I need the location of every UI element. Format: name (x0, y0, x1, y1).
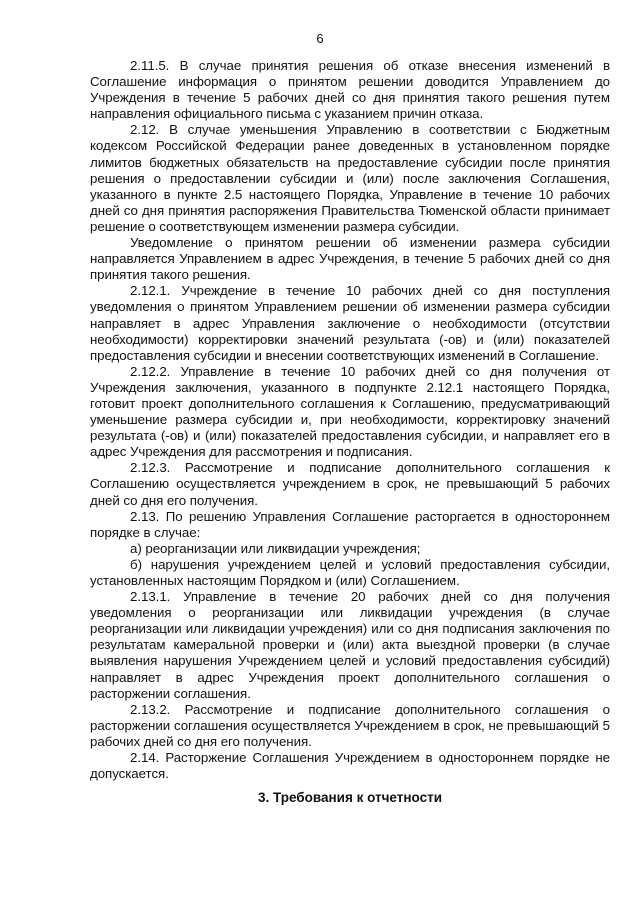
paragraph-2-13: 2.13. По решению Управления Соглашение расторгается в одностороннем порядке в случае: (90, 508, 610, 540)
document-body (90, 58, 610, 806)
section-heading: 3. Требования к отчетности (257, 790, 443, 806)
paragraph-2-12-1: 2.12.1. Учреждение в течение 10 рабочих дней со дня поступления уведомления о принятом Управлением решении об изменении размера субсидии направляет в адрес Управления заключение о необходимости (отсутствии необходимости) корректировки значений результата (-ов) и (или) показателей предоставления субсидии и внесении соответствующих изменений в Соглашение. (90, 283, 610, 363)
list-item-b: б) нарушения учреждением целей и условий предоставления субсидии, установленных настоящим Порядком и (или) Соглашением. (90, 556, 610, 588)
page-number: 6 (316, 31, 324, 46)
paragraph-2-13-1: 2.13.1. Управление в течение 20 рабочих дней со дня получения уведомления о реорганизации или ликвидации учреждения (в случае реорганизации или ликвидации учреждения) или со дня подписания заключения по результатам камеральной проверки и (или) акта выездной проверки (в случае выявления нарушения Учреждением целей и условий предоставления субсидий) направляет в адрес Учреждения проект дополнительного соглашения о расторжении соглашения. (90, 589, 610, 701)
paragraph-notification: Уведомление о принятом решении об изменении размера субсидии направляется Управлением в адрес Учреждения, в течение 5 рабочих дней со дня принятия такого решения. (90, 235, 610, 283)
paragraph-2-11-5: 2.11.5. В случае принятия решения об отказе внесения изменений в Соглашение информация о принятом решении доводится Управлением до Учреждения в течение 5 рабочих дней со дня принятия такого решения путем направления официального письма с указанием причин отказа. (90, 58, 610, 122)
list-item-a: а) реорганизации или ликвидации учреждения; (130, 540, 421, 556)
paragraph-2-12-2: 2.12.2. Управление в течение 10 рабочих дней со дня получения от Учреждения заключения, указанного в подпункте 2.12.1 настоящего Порядка, готовит проект дополнительного соглашения к Соглашению, предусматривающий уменьшение размера субсидии и, при необходимости, корректировку значений результата (-ов) и (или) показателей предоставления субсидии, и направляет его в адрес Учреждения для рассмотрения и подписания. (90, 363, 610, 460)
paragraph-2-14: 2.14. Расторжение Соглашения Учреждением в одностороннем порядке не допускается. (90, 750, 610, 782)
paragraph-2-12-3: 2.12.3. Рассмотрение и подписание дополнительного соглашения к Соглашению осуществляется учреждением в срок, не превышающий 5 рабочих дней со дня его получения. (90, 460, 610, 508)
paragraph-2-13-2: 2.13.2. Рассмотрение и подписание дополнительного соглашения о расторжении соглашения осуществляется Учреждением в срок, не превышающий 5 рабочих дней со дня его получения. (90, 701, 610, 749)
paragraph-2-12: 2.12. В случае уменьшения Управлению в соответствии с Бюджетным кодексом Российской Федерации ранее доведенных в установленном порядке лимитов бюджетных обязательств на предоставление субсидии после принятия решения о предоставлении субсидии и (или) после заключения Соглашения, указанного в пункте 2.5 настоящего Порядка, Управление в течение 10 рабочих дней со дня принятия распоряжения Правительства Тюменской области принимает решение о соответствующем изменении размера субсидии. (90, 122, 610, 234)
